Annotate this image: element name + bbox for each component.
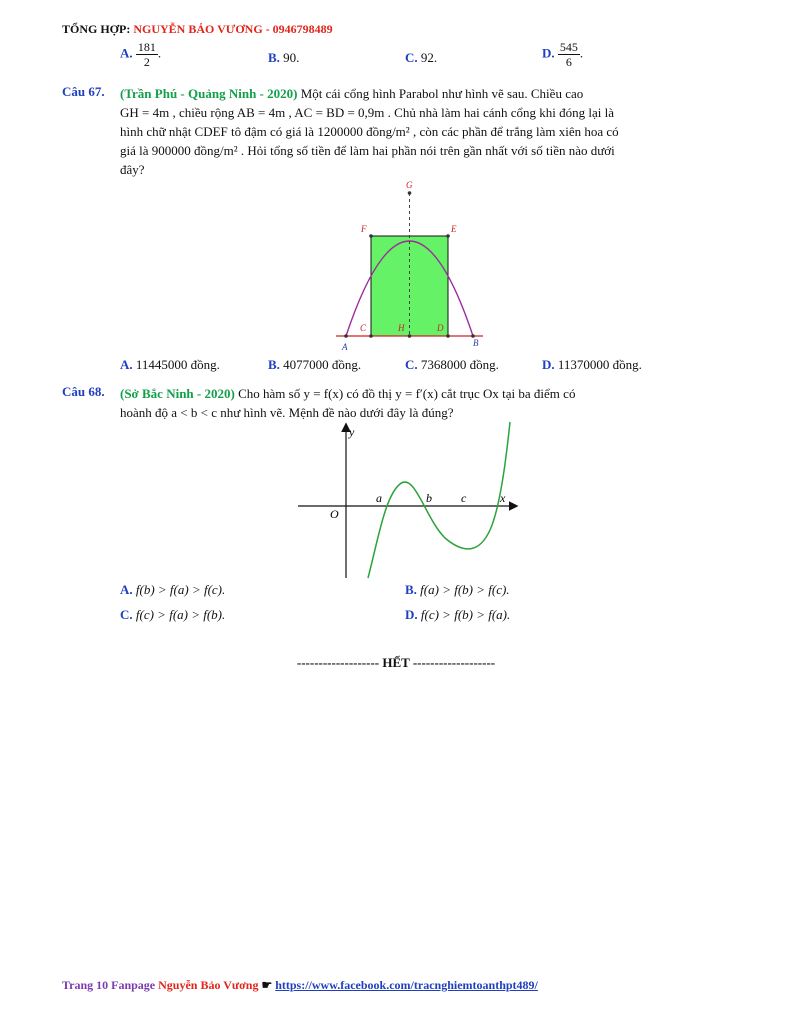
answer-tail: . xyxy=(579,45,584,61)
header-author: NGUYỄN BẢO VƯƠNG xyxy=(133,22,263,36)
text-line: Một cái cổng hình Parabol như hình vẽ sau. Chiều cao xyxy=(300,86,584,101)
label-h: H xyxy=(398,323,405,333)
end-marker: ------------------- HẾT ------------------- xyxy=(296,655,496,670)
denominator: 6 xyxy=(565,55,572,69)
text-line: giá là 900000 đồng/m² . Hỏi tổng số tiền để làm hai phần nói trên gần nhất với số tiền nào dưới xyxy=(120,143,615,158)
question-67-number: Câu 67. xyxy=(62,84,105,99)
footer-facebook-link[interactable]: https://www.facebook.com/tracnghiemtoanthpt489/ xyxy=(275,978,538,992)
answer-text: f(c) > f(b) > f(a). xyxy=(420,607,511,622)
point-d xyxy=(446,334,450,338)
answer-text: 7368000 đồng. xyxy=(420,357,499,372)
header-prefix: TỔNG HỢP: xyxy=(62,22,134,36)
fraction xyxy=(136,40,158,69)
denominator: 2 xyxy=(143,55,150,69)
q67-answer-d xyxy=(542,357,642,373)
q67-answer-a xyxy=(120,357,220,373)
question-67-text xyxy=(120,84,697,179)
answer-text: f(b) > f(a) > f(c). xyxy=(135,582,226,597)
text-line: Cho hàm số y = f(x) có đồ thị y = f′(x) cắt trục Ox tại ba điểm có xyxy=(238,386,576,401)
footer-author: Nguyễn Bảo Vương xyxy=(158,978,259,992)
answer-label: B. xyxy=(268,50,280,65)
numerator: 545 xyxy=(559,40,578,54)
pointing-hand-icon: ☛ xyxy=(258,978,276,992)
answer-text: 11370000 đồng. xyxy=(557,357,642,372)
answer-label: B. xyxy=(268,357,280,372)
answer-label: D. xyxy=(542,357,555,372)
label-b: b xyxy=(426,491,432,505)
point-c xyxy=(369,334,373,338)
header-phone: - 0946798489 xyxy=(262,22,333,36)
q68-answer-b xyxy=(405,582,510,598)
page-footer xyxy=(62,978,538,993)
derivative-graph xyxy=(290,420,522,580)
answer-label: C. xyxy=(405,357,418,372)
label-c: C xyxy=(360,323,367,333)
point-g xyxy=(408,191,412,195)
numerator: 181 xyxy=(137,40,156,54)
answer-label: C. xyxy=(405,50,418,65)
answer-tail: . xyxy=(157,45,162,61)
footer-page: Trang 10 xyxy=(62,978,109,992)
label-y: y xyxy=(349,425,355,439)
answer-text: 4077000 đồng. xyxy=(283,357,362,372)
answer-label: D. xyxy=(542,45,555,61)
answer-label: D. xyxy=(405,607,418,622)
answer-label: A. xyxy=(120,357,133,372)
prev-answer-c xyxy=(405,50,437,66)
answer-label: C. xyxy=(120,607,133,622)
q68-answer-c xyxy=(120,607,225,623)
point-e xyxy=(446,234,450,238)
label-e: E xyxy=(451,224,457,234)
question-68-text xyxy=(120,384,697,422)
q68-answer-a xyxy=(120,582,225,598)
label-x: x xyxy=(500,491,506,505)
point-a xyxy=(344,334,348,338)
footer-fanpage: Fanpage xyxy=(108,978,159,992)
label-a: a xyxy=(376,491,382,505)
label-origin: O xyxy=(330,507,339,521)
prev-answer-d xyxy=(542,40,583,69)
label-d: D xyxy=(437,323,444,333)
point-h xyxy=(408,334,412,338)
point-f xyxy=(369,234,373,238)
text-line: đây? xyxy=(120,162,145,177)
q68-answer-d xyxy=(405,607,510,623)
answer-label: A. xyxy=(120,45,133,61)
label-g: G xyxy=(406,180,413,190)
label-f: F xyxy=(361,224,367,234)
answer-text: 90. xyxy=(283,50,300,65)
answer-text: f(a) > f(b) > f(c). xyxy=(420,582,510,597)
answer-text: f(c) > f(a) > f(b). xyxy=(135,607,226,622)
text-line: hoành độ a < b < c như hình vẽ. Mệnh đề nào dưới đây là đúng? xyxy=(120,405,454,420)
prev-answer-a xyxy=(120,40,161,69)
label-a: A xyxy=(342,342,348,352)
fraction xyxy=(558,40,580,69)
question-67-source: (Trần Phú - Quảng Ninh - 2020) xyxy=(120,86,298,101)
question-68-source: (Sở Bắc Ninh - 2020) xyxy=(120,386,235,401)
parabola-gate-figure xyxy=(330,178,500,356)
label-b: B xyxy=(473,338,479,348)
q67-answer-c xyxy=(405,357,499,373)
text-line: hình chữ nhật CDEF tô đậm có giá là 1200000 đồng/m² , còn các phần để trắng làm xiên hoa có xyxy=(120,124,619,139)
label-c: c xyxy=(461,491,467,505)
answer-label: B. xyxy=(405,582,417,597)
question-68-number: Câu 68. xyxy=(62,384,105,399)
answer-text: 92. xyxy=(420,50,438,65)
answer-label: A. xyxy=(120,582,133,597)
answer-text: 11445000 đồng. xyxy=(135,357,220,372)
q67-answer-b xyxy=(268,357,361,373)
page-header xyxy=(62,22,333,37)
text-line: GH = 4m , chiều rộng AB = 4m , AC = BD = 0,9m . Chủ nhà làm hai cánh cổng khi đóng lại là xyxy=(120,105,615,120)
prev-answer-b xyxy=(268,50,299,66)
derivative-curve xyxy=(368,422,510,578)
